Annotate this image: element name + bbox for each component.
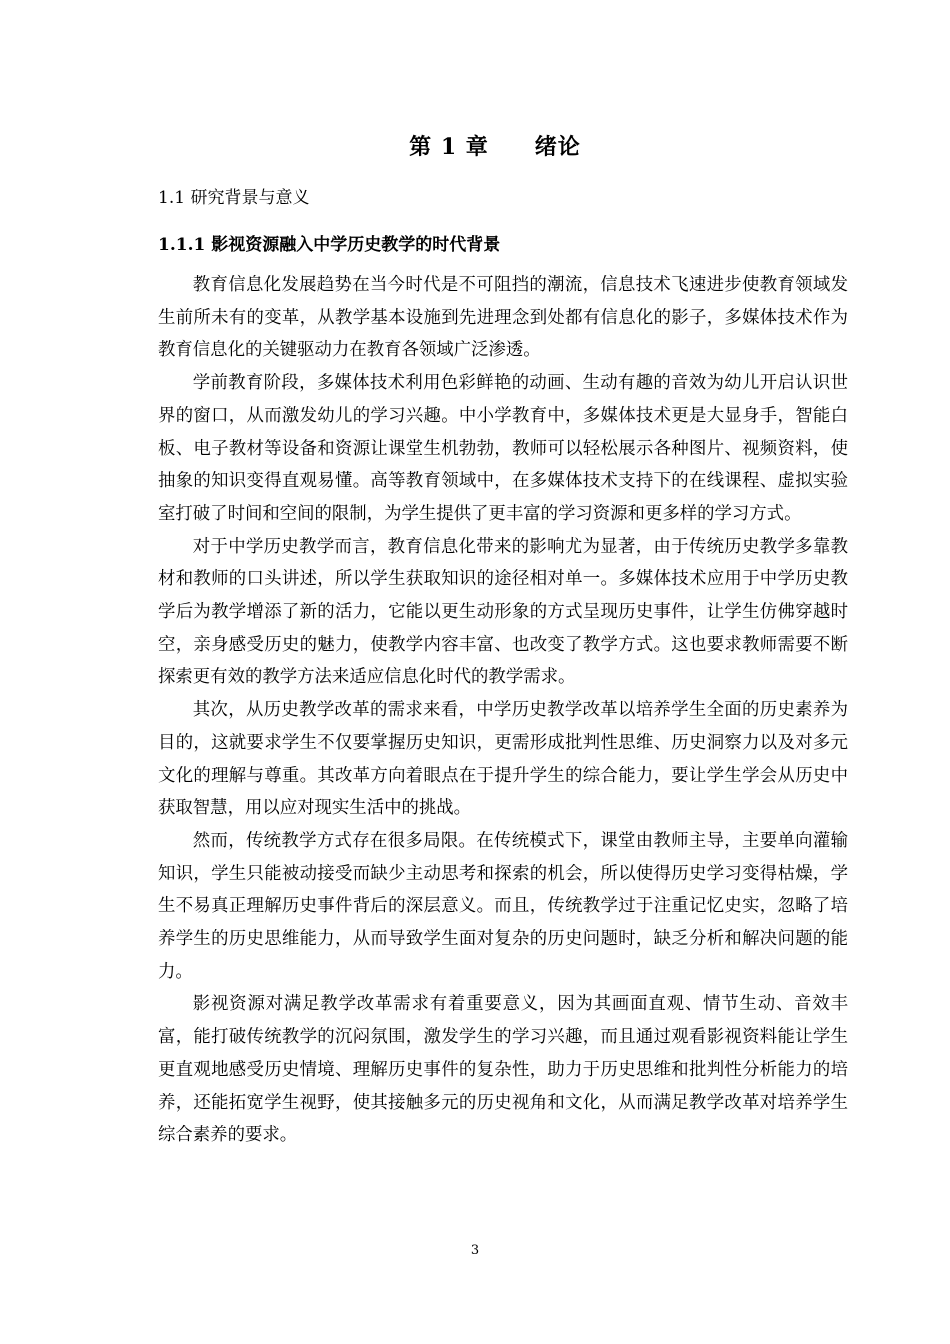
chapter-title: 第 1 章 绪论	[409, 134, 581, 160]
body-text	[158, 269, 848, 1152]
section-heading: 1.1 研究背景与意义	[158, 188, 310, 208]
paragraph: 其次，从历史教学改革的需求来看，中学历史教学改革以培养学生全面的历史素养为目的，这就要求学生不仅要掌握历史知识，更需形成批判性思维、历史洞察力以及对多元文化的理解与尊重。其改革方向着眼点在于提升学生的综合能力，要让学生学会从历史中获取智慧，用以应对现实生活中的挑战。	[158, 700, 848, 819]
paragraph: 学前教育阶段，多媒体技术利用色彩鲜艳的动画、生动有趣的音效为幼儿开启认识世界的窗口，从而激发幼儿的学习兴趣。中小学教育中，多媒体技术更是大显身手，智能白板、电子教材等设备和资源让课堂生机勃勃，教师可以轻松展示各种图片、视频资料，使抽象的知识变得直观易懂。高等教育领域中，在多媒体技术支持下的在线课程、虚拟实验室打破了时间和空间的限制，为学生提供了更丰富的学习资源和更多样的学习方式。	[158, 373, 848, 524]
paragraph: 影视资源对满足教学改革需求有着重要意义，因为其画面直观、情节生动、音效丰富，能打破传统教学的沉闷氛围，激发学生的学习兴趣，而且通过观看影视资料能让学生更直观地感受历史情境、理解历史事件的复杂性，助力于历史思维和批判性分析能力的培养，还能拓宽学生视野，使其接触多元的历史视角和文化，从而满足教学改革对培养学生综合素养的要求。	[158, 994, 848, 1146]
paragraph: 教育信息化发展趋势在当今时代是不可阻挡的潮流，信息技术飞速进步使教育领域发生前所未有的变革，从教学基本设施到先进理念到处都有信息化的影子，多媒体技术作为教育信息化的关键驱动力在教育各领域广泛渗透。	[158, 275, 848, 361]
page-number: 3	[470, 1243, 480, 1258]
paragraph: 然而，传统教学方式存在很多局限。在传统模式下，课堂由教师主导，主要单向灌输知识，学生只能被动接受而缺少主动思考和探索的机会，所以使得历史学习变得枯燥，学生不易真正理解历史事件背后的深层意义。而且，传统教学过于注重记忆史实，忽略了培养学生的历史思维能力，从而导致学生面对复杂的历史问题时，缺乏分析和解决问题的能力。	[158, 830, 848, 982]
paragraph: 对于中学历史教学而言，教育信息化带来的影响尤为显著，由于传统历史教学多靠教材和教师的口头讲述，所以学生获取知识的途径相对单一。多媒体技术应用于中学历史教学后为教学增添了新的活力，它能以更生动形象的方式呈现历史事件，让学生仿佛穿越时空，亲身感受历史的魅力，使教学内容丰富、也改变了教学方式。这也要求教师需要不断探索更有效的教学方法来适应信息化时代的教学需求。	[158, 536, 848, 688]
subsection-heading: 1.1.1 影视资源融入中学历史教学的时代背景	[158, 235, 501, 255]
